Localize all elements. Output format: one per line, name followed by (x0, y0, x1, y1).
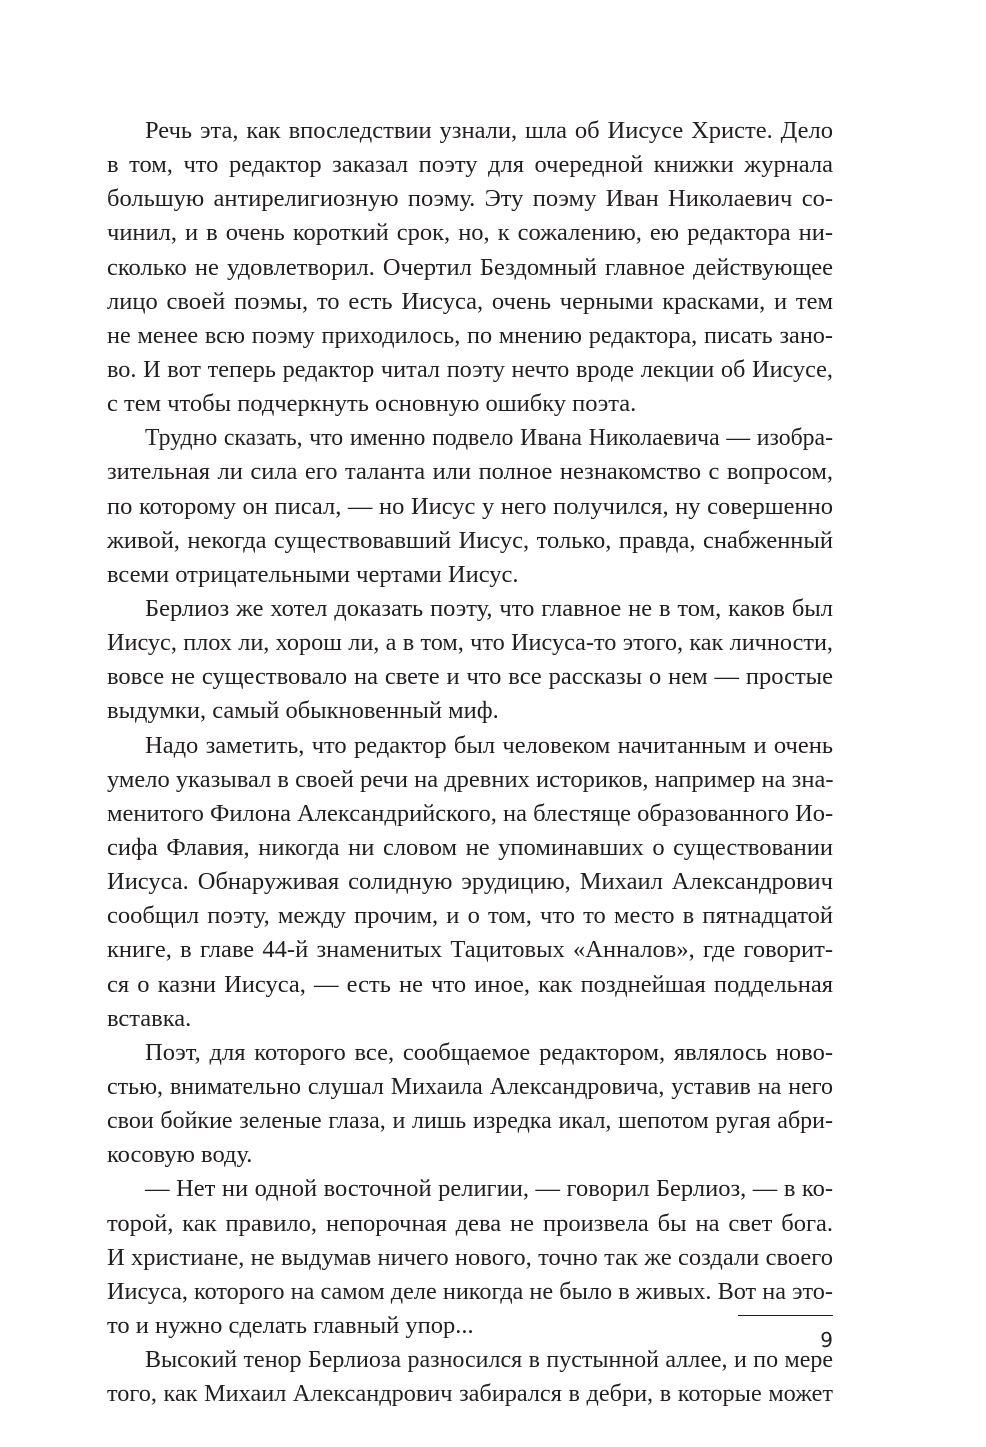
text-line: Надо заметить, что редактор был человеком начитанным и очень (145, 731, 833, 759)
text-line: — Нет ни одной восточной религии, — говорил Берлиоз, — в ко- (145, 1175, 833, 1203)
text-line: с тем чтобы подчеркнуть основную ошибку поэта. (107, 390, 637, 418)
text-line: всеми отрицательными чертами Иисус. (107, 560, 519, 588)
text-line: зительная ли сила его таланта или полное незнакомство с вопросом, (107, 458, 833, 486)
text-line: ся о казни Иисуса, — есть не что иное, как позднейшая поддельная (107, 970, 833, 998)
footer-rule (738, 1315, 833, 1316)
text-line: по которому он писал, — но Иисус у него получился, ну совершенно (107, 492, 833, 520)
text-line: Иисуса. Обнаруживая солидную эрудицию, Михаил Александрович (107, 868, 833, 896)
text-line: И христиане, не выдумав ничего нового, точно так же создали своего (107, 1243, 833, 1271)
text-line: книге, в главе 44-й знаменитых Тацитовых «Анналов», где говорит- (107, 936, 833, 964)
text-line: во. И вот теперь редактор читал поэту нечто вроде лекции об Иисусе, (107, 355, 833, 383)
text-line: Иисус, плох ли, хорош ли, а в том, что Иисуса-то этого, как личности, (107, 629, 833, 657)
text-line: Высокий тенор Берлиоза разносился в пустынной аллее, и по мере (145, 1347, 833, 1374)
text-line: сколько не удовлетворил. Очертил Бездомный главное действующее (107, 253, 833, 281)
text-line: в том, что редактор заказал поэту для очередной книжки журнала (107, 151, 833, 179)
text-line: вовсе не существовало на свете и что все рассказы о нем — простые (107, 663, 833, 691)
text-line: сообщил поэту, между прочим, и о том, что то место в пятнадцатой (107, 902, 833, 930)
text-line: умело указывал в своей речи на древних историков, например на зна- (107, 765, 834, 793)
text-line: вставка. (107, 1004, 192, 1032)
text-line: большую антирелигиозную поэму. Эту поэму Иван Николаевич со- (107, 185, 833, 213)
text-line: того, как Михаил Александрович забирался в дебри, в которые может (107, 1380, 833, 1408)
page-number: 9 (820, 1328, 833, 1352)
text-line: Иисуса, которого на самом деле никогда не было в живых. Вот на это- (107, 1277, 833, 1305)
text-line: живой, некогда существовавший Иисус, только, правда, снабженный (107, 526, 833, 554)
text-line: чинил, и в очень короткий срок, но, к сожалению, ею редактора ни- (107, 219, 833, 247)
text-line: не менее всю поэму приходилось, по мнению редактора, писать зано- (107, 321, 833, 349)
text-line: то и нужно сделать главный упор... (107, 1311, 474, 1339)
text-line: сифа Флавия, никогда ни словом не упоминавших о существовании (107, 833, 833, 861)
text-line: Трудно сказать, что именно подвело Ивана Николаевича — изобра- (145, 425, 833, 452)
text-line: выдумки, самый обыкновенный миф. (107, 697, 499, 725)
page-body-text (107, 114, 833, 1411)
text-line: торой, как правило, непорочная дева не произвела бы на свет бога. (107, 1209, 833, 1237)
text-line: свои бойкие зеленые глаза, и лишь изредка икал, шепотом ругая абри- (107, 1108, 833, 1135)
text-line: Речь эта, как впоследствии узнали, шла об Иисусе Христе. Дело (145, 117, 833, 144)
text-line: Поэт, для которого все, сообщаемое редактором, являлось ново- (145, 1038, 833, 1066)
text-line: стью, внимательно слушал Михаила Александровича, уставив на него (107, 1073, 833, 1100)
text-line: Берлиоз же хотел доказать поэту, что главное не в том, каков был (145, 594, 833, 622)
text-line: менитого Филона Александрийского, на блестяще образованного Ио- (107, 799, 834, 827)
text-line: косовую воду. (107, 1141, 253, 1169)
text-line: лицо своей поэмы, то есть Иисуса, очень черными красками, и тем (107, 287, 833, 315)
